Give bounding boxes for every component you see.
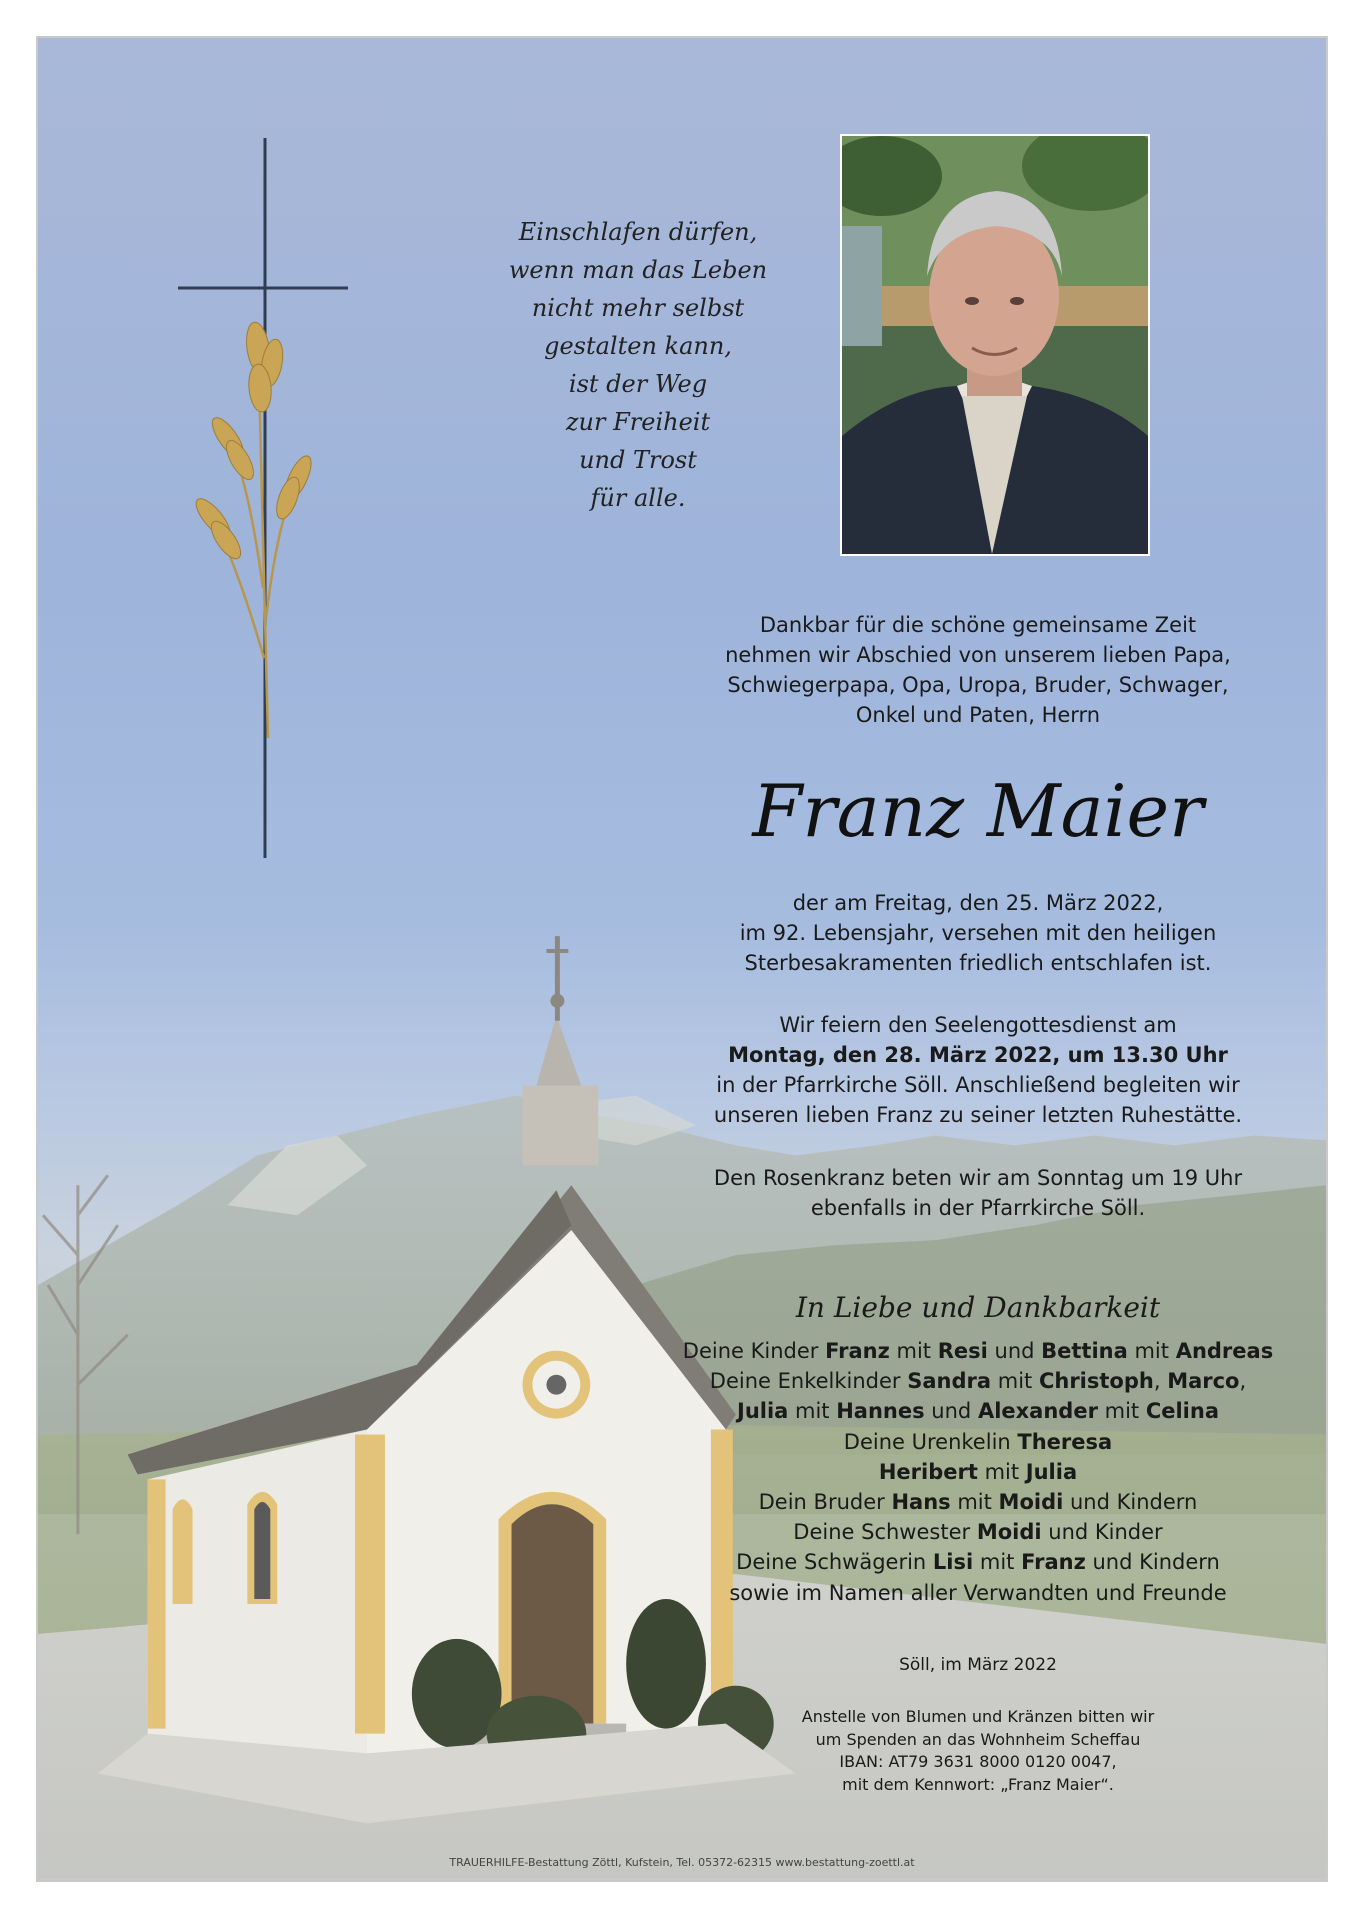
intro-text [678,610,1278,730]
portrait-photo [840,134,1150,556]
rosary-line: Den Rosenkranz beten wir am Sonntag um 19 Uhr [713,1166,1243,1190]
funeral-home-footer: TRAUERHILFE-Bestattung Zöttl, Kufstein, Tel. 05372-62315 www.bestattung-zoettl.at [449,1856,915,1869]
obituary-card [36,36,1328,1882]
family-row-grandchildren: Deine Enkelkinder Sandra mit Christoph, Marco, [709,1369,1247,1394]
quote-line: wenn man das Leben [508,256,768,284]
donation-line: mit dem Kennwort: „Franz Maier“. [842,1774,1114,1794]
donation-line: um Spenden an das Wohnheim Scheffau [815,1729,1141,1749]
death-line: der am Freitag, den 25. März 2022, [792,891,1164,915]
family-row-great-grandchild: Deine Urenkelin Theresa [843,1429,1113,1454]
family-row-heribert: Heribert mit Julia [878,1459,1078,1484]
quote-line: und Trost [579,446,697,474]
quote-line: für alle. [590,484,686,512]
family-row-sister-in-law: Deine Schwägerin Lisi mit Franz und Kindern [736,1550,1220,1575]
intro-line: Dankbar für die schöne gemeinsame Zeit [759,613,1197,637]
quote-line: gestalten kann, [544,332,732,360]
intro-line: nehmen wir Abschied von unserem lieben Papa, [725,643,1231,667]
service-line: Wir feiern den Seelengottesdienst am [779,1013,1177,1037]
donation-line: IBAN: AT79 3631 8000 0120 0047, [839,1752,1117,1771]
service-line: in der Pfarrkirche Söll. Anschließend begleiten wir [716,1073,1240,1097]
death-notice [678,888,1278,978]
service-date: Montag, den 28. März 2022, um 13.30 Uhr [728,1043,1228,1067]
death-line: im 92. Lebensjahr, versehen mit den heiligen [739,921,1217,945]
family-row-grandchildren-2: Julia mit Hannes und Alexander mit Celina [737,1399,1219,1424]
rosary-text [678,1163,1278,1223]
death-line: Sterbesakramenten friedlich entschlafen ist. [744,951,1212,975]
intro-line: Onkel und Paten, Herrn [855,703,1101,727]
donation-request [678,1706,1278,1796]
place-date: Söll, im März 2022 [899,1655,1057,1675]
quote-line: zur Freiheit [565,408,711,436]
family-row-sister: Deine Schwester Moidi und Kinder [793,1520,1163,1545]
family-row-brother: Dein Bruder Hans mit Moidi und Kindern [758,1490,1198,1515]
quote-line: nicht mehr selbst [531,294,745,322]
family-list [678,1336,1278,1608]
donation-line: Anstelle von Blumen und Kränzen bitten wir [801,1707,1155,1726]
quote-line: Einschlafen dürfen, [518,218,758,246]
love-and-gratitude-heading: In Liebe und Dankbarkeit [795,1291,1161,1324]
family-row-relatives: sowie im Namen aller Verwandten und Freunde [729,1580,1227,1605]
memorial-quote [438,213,838,517]
family-row-children: Deine Kinder Franz mit Resi und Bettina mit Andreas [682,1339,1274,1363]
quote-line: ist der Weg [568,370,708,398]
deceased-name: Franz Maier [752,769,1204,853]
intro-line: Schwiegerpapa, Opa, Uropa, Bruder, Schwager, [727,673,1229,697]
service-line: unseren lieben Franz zu seiner letzten Ruhestätte. [713,1103,1243,1127]
rosary-line: ebenfalls in der Pfarrkirche Söll. [810,1196,1146,1220]
funeral-service-text [678,1010,1278,1130]
cross-with-wheat-icon [168,138,368,858]
